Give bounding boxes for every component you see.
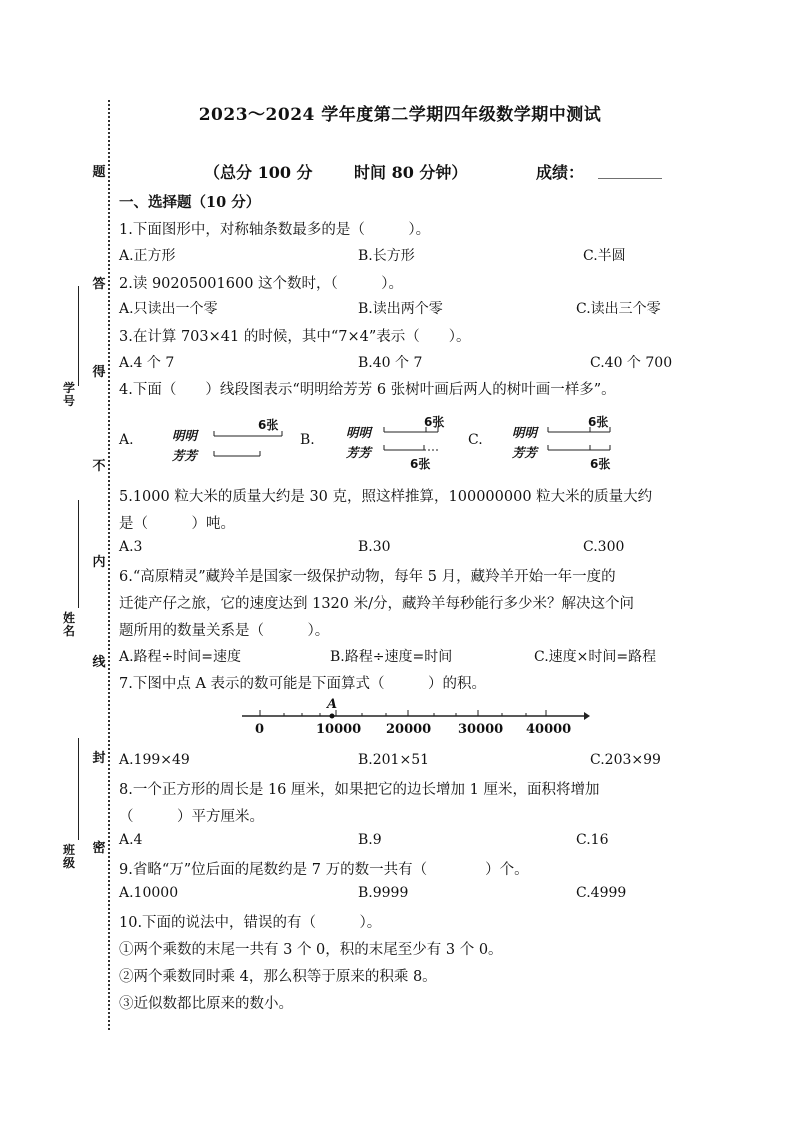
binding-char: 不	[92, 459, 106, 474]
q10-statement-3: ③近似数都比原来的数小。	[119, 996, 293, 1012]
q10-statement-1: ①两个乘数的末尾一共有 3 个 0，积的末尾至少有 3 个 0。	[119, 942, 503, 958]
class-line	[78, 738, 79, 840]
diagram-name-mingming: 明明	[346, 425, 372, 440]
q5-option-a: A.3	[119, 539, 143, 555]
q7-stem: 7.下图中点 A 表示的数可能是下面算式（ ）的积。	[119, 676, 487, 692]
q7-option-a: A.199×49	[119, 752, 190, 768]
name-label: 姓名	[62, 611, 75, 638]
diagram-amount-label: 6张	[588, 415, 609, 429]
q3-option-a: A.4 个 7	[119, 355, 175, 371]
name-line	[78, 500, 79, 608]
segment-diagram-b	[380, 422, 460, 458]
student-no-line	[78, 286, 79, 386]
q4-option-b: B.	[300, 432, 315, 448]
q8-option-b: B.9	[358, 832, 382, 848]
q5-option-c: C.300	[583, 539, 625, 555]
q5-option-b: B.30	[358, 539, 391, 555]
q6-stem-line3: 题所用的数量关系是（ ）。	[119, 623, 330, 639]
q9-option-b: B.9999	[358, 885, 409, 901]
diagram-name-fangfang: 芳芳	[512, 445, 538, 460]
binding-char: 封	[92, 751, 106, 766]
q1-option-c: C.半圆	[583, 248, 626, 264]
time-limit: 时间 80 分钟）	[354, 163, 468, 182]
binding-char: 答	[92, 277, 106, 292]
point-a-label: A	[327, 697, 338, 712]
q6-stem-line1: 6.“高原精灵”藏羚羊是国家一级保护动物，每年 5 月，藏羚羊开始一年一度的	[119, 569, 616, 585]
diagram-amount-label: 6张	[590, 457, 611, 471]
diagram-name-mingming: 明明	[172, 428, 198, 443]
section-heading: 一、选择题（10 分）	[119, 194, 261, 211]
q2-option-b: B.读出两个零	[358, 301, 443, 317]
q6-option-a: A.路程÷时间=速度	[119, 649, 242, 665]
diagram-name-mingming: 明明	[512, 425, 538, 440]
binding-dotted-line	[108, 100, 110, 1030]
q7-option-c: C.203×99	[590, 752, 661, 768]
segment-diagram-c	[544, 422, 624, 458]
q2-option-c: C.读出三个零	[576, 301, 661, 317]
binding-char: 线	[92, 655, 106, 670]
binding-char: 内	[92, 555, 106, 570]
q9-stem: 9.省略“万”位后面的尾数约是 7 万的数一共有（ ）个。	[119, 862, 529, 878]
diagram-name-fangfang: 芳芳	[346, 445, 372, 460]
q8-stem-line2: （ ）平方厘米。	[119, 809, 264, 825]
tick-label: 0	[255, 722, 265, 737]
diagram-amount-label: 6张	[424, 415, 445, 429]
q8-option-a: A.4	[119, 832, 143, 848]
student-no-label: 学号	[62, 381, 75, 408]
diagram-name-fangfang: 芳芳	[172, 448, 198, 463]
q10-statement-2: ②两个乘数同时乘 4，那么积等于原来的积乘 8。	[119, 969, 437, 985]
score-label: 成绩：	[536, 163, 585, 182]
tick-label: 40000	[526, 722, 572, 737]
q1-stem: 1.下面图形中，对称轴条数最多的是（ ）。	[119, 222, 431, 238]
q5-stem-line1: 5.1000 粒大米的质量大约是 30 克，照这样推算，100000000 粒大米的质量大约	[119, 489, 653, 505]
q3-stem: 3.在计算 703×41 的时候，其中“7×4”表示（ ）。	[119, 329, 471, 345]
q6-stem-line2: 迁徙产仔之旅，它的速度达到 1320 米/分，藏羚羊每秒能行多少米？解决这个问	[119, 596, 635, 612]
page-title: 2023～2024 学年度第二学期四年级数学期中测试	[198, 105, 602, 125]
diagram-amount-label: 6张	[258, 418, 279, 432]
segment-diagram-a	[208, 426, 288, 462]
binding-char: 密	[92, 841, 106, 856]
binding-char: 题	[92, 165, 106, 180]
score-blank: ________	[598, 160, 662, 179]
q8-stem-line1: 8.一个正方形的周长是 16 厘米，如果把它的边长增加 1 厘米，面积将增加	[119, 782, 600, 798]
q3-option-b: B.40 个 7	[358, 355, 423, 371]
q4-option-c: C.	[468, 432, 483, 448]
q3-option-c: C.40 个 700	[590, 355, 673, 371]
q10-stem: 10.下面的说法中，错误的有（ ）。	[119, 915, 382, 931]
q4-stem: 4.下面（ ）线段图表示“明明给芳芳 6 张树叶画后两人的树叶画一样多”。	[119, 382, 616, 398]
total-score: （总分 100 分	[204, 163, 313, 182]
q4-option-a: A.	[119, 432, 134, 448]
tick-label: 30000	[458, 722, 504, 737]
q2-stem: 2.读 90205001600 这个数时，（ ）。	[119, 276, 404, 292]
q6-option-b: B.路程÷速度=时间	[330, 649, 453, 665]
q1-option-a: A.正方形	[119, 248, 176, 264]
q9-option-a: A.10000	[119, 885, 179, 901]
tick-label: 10000	[316, 722, 362, 737]
tick-label: 20000	[386, 722, 432, 737]
q9-option-c: C.4999	[576, 885, 627, 901]
q8-option-c: C.16	[576, 832, 609, 848]
q1-option-b: B.长方形	[358, 248, 415, 264]
class-label: 班级	[62, 843, 75, 870]
diagram-amount-label: 6张	[410, 457, 431, 471]
q5-stem-line2: 是（ ）吨。	[119, 516, 235, 532]
q7-option-b: B.201×51	[358, 752, 430, 768]
binding-char: 得	[92, 365, 106, 380]
q2-option-a: A.只读出一个零	[119, 301, 218, 317]
number-line	[240, 700, 590, 724]
q6-option-c: C.速度×时间=路程	[534, 649, 657, 665]
